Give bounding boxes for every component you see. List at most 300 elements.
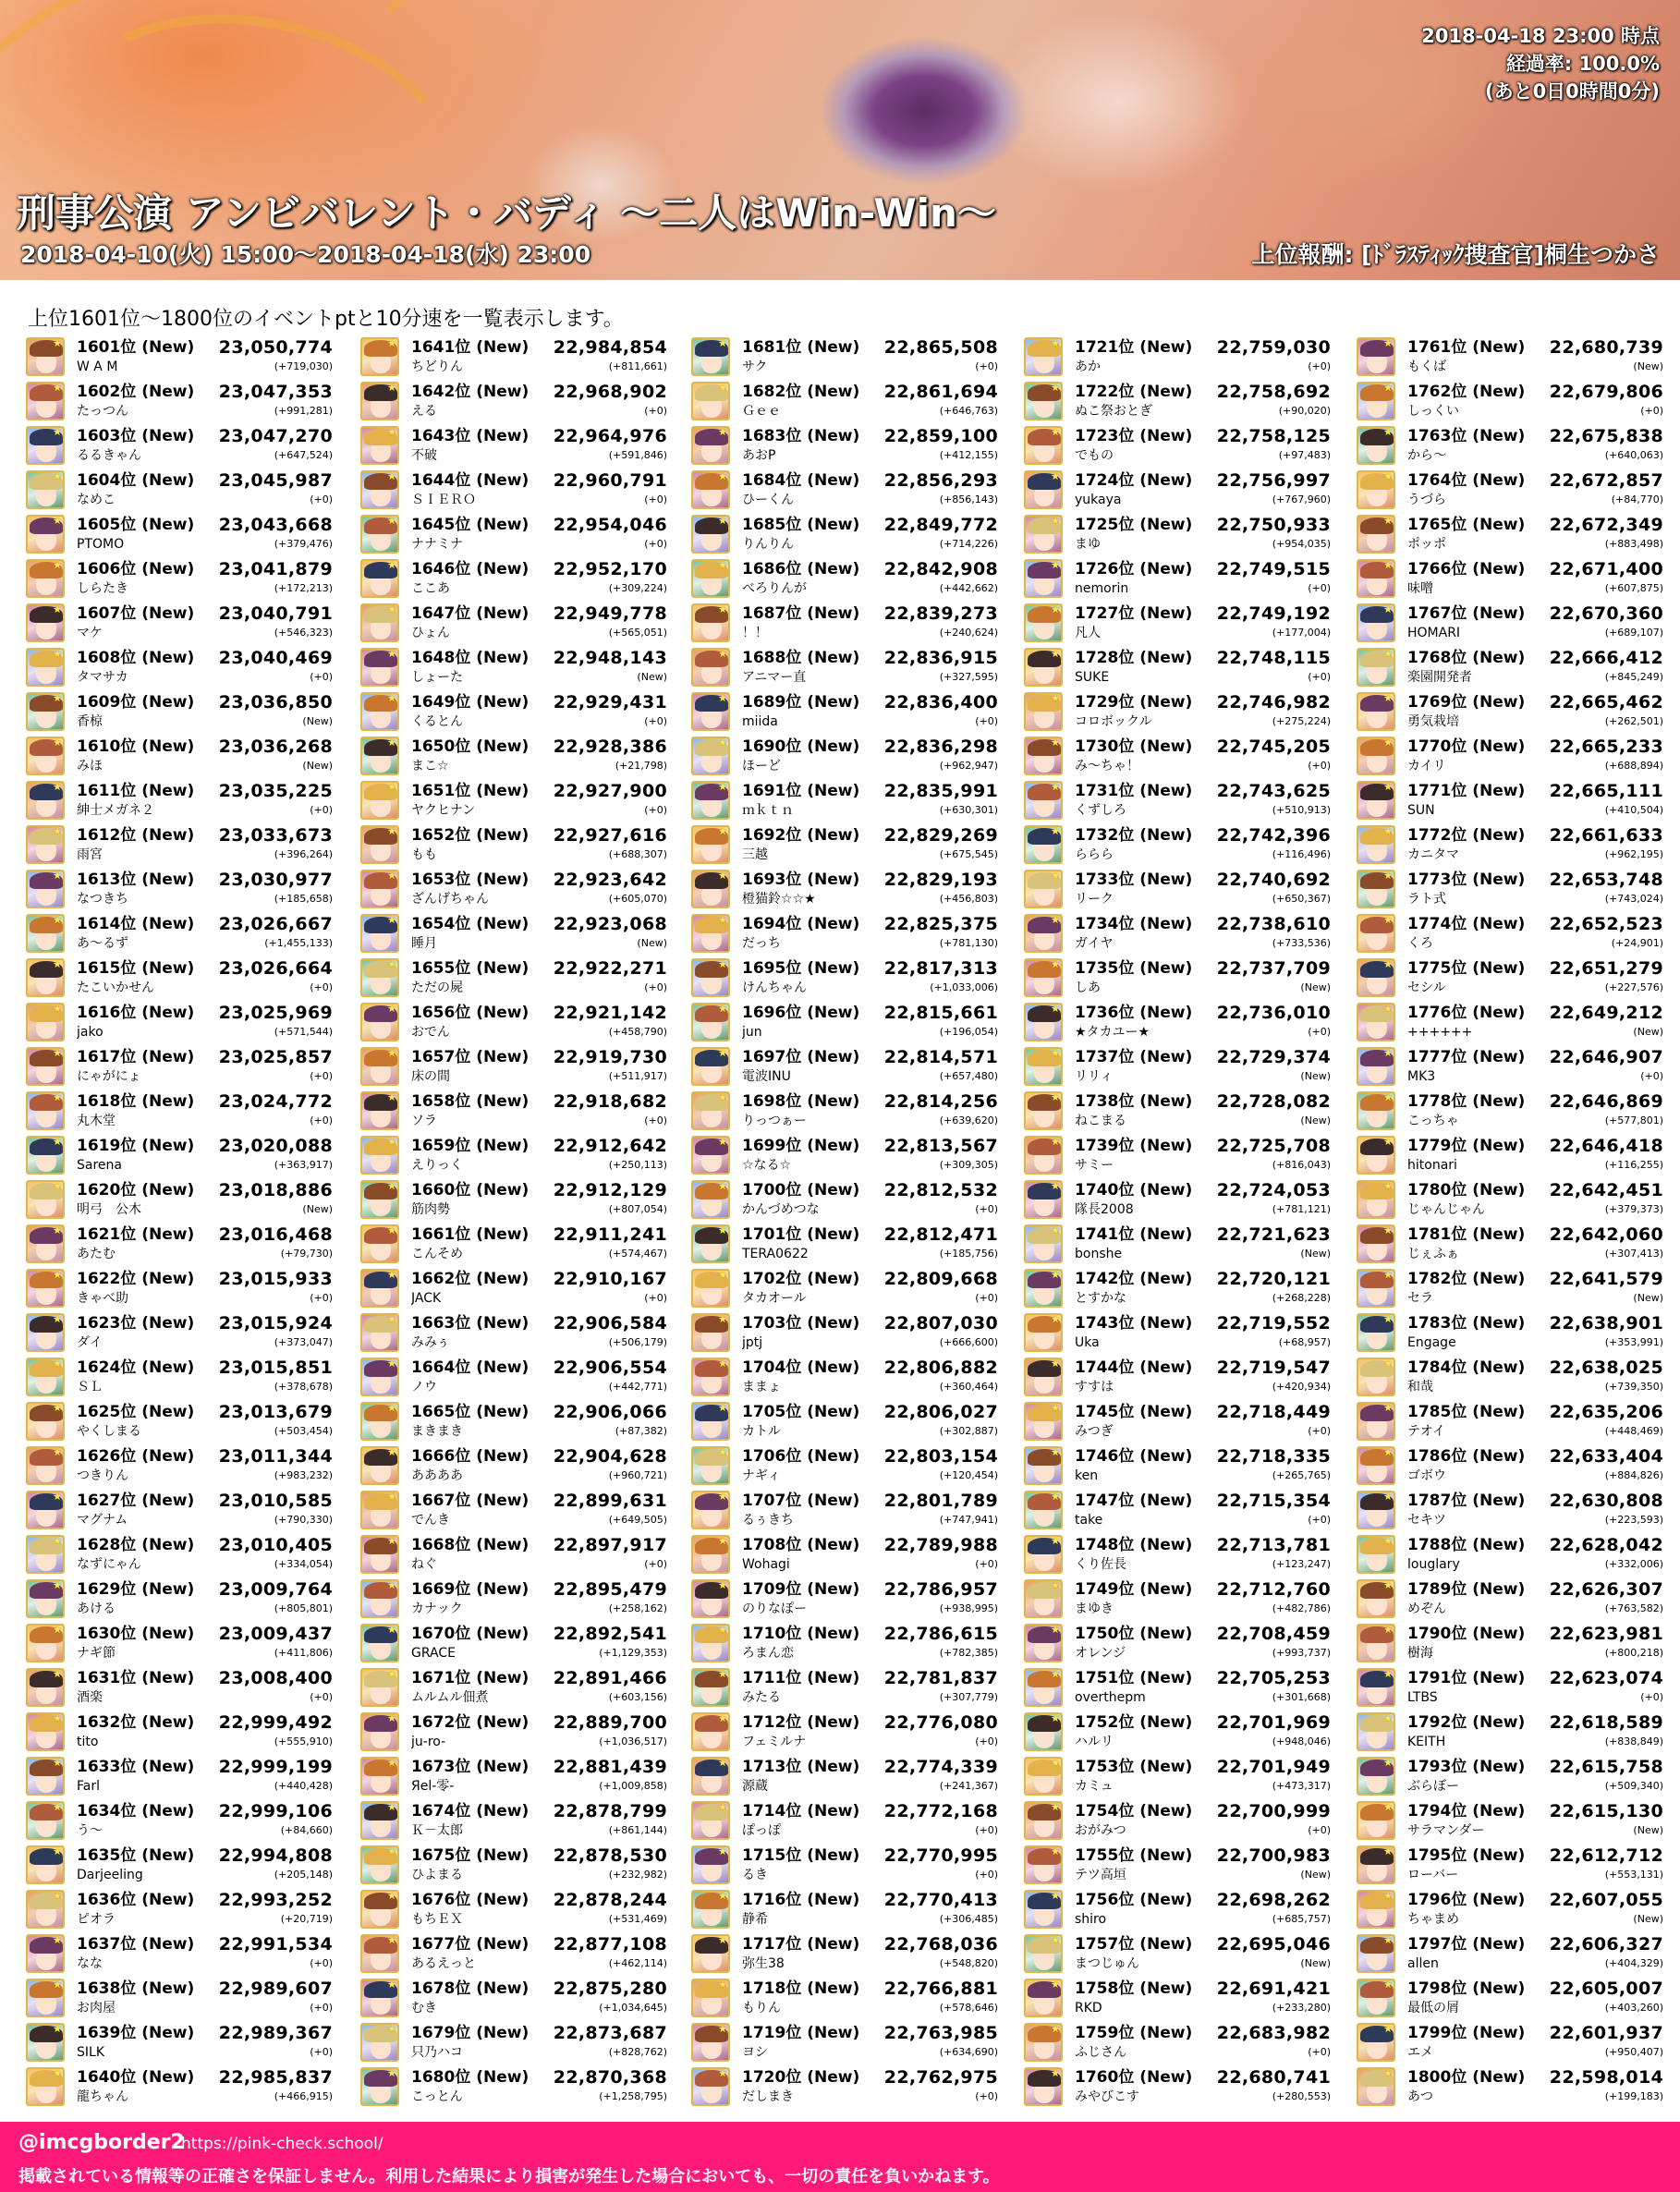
event-points: 22,825,375 — [883, 914, 998, 934]
idol-avatar-icon — [1357, 781, 1395, 820]
event-points: 22,626,307 — [1549, 1579, 1663, 1600]
producer-name: くり佐長 — [1075, 1557, 1126, 1572]
star-icon: ★ — [53, 515, 62, 527]
event-points: 23,009,437 — [218, 1624, 333, 1644]
idol-avatar-icon — [26, 1224, 65, 1263]
ten-minute-speed: (New) — [1300, 1869, 1331, 1881]
ranking-entry — [691, 379, 1005, 423]
ten-minute-speed: (+240,624) — [939, 627, 998, 639]
event-points: 22,615,758 — [1549, 1757, 1663, 1777]
idol-avatar-icon — [1024, 870, 1063, 908]
producer-name: 勇気栽培 — [1407, 714, 1459, 729]
star-icon: ★ — [1051, 1491, 1060, 1503]
event-points: 23,010,585 — [218, 1491, 333, 1511]
idol-avatar-icon — [691, 337, 730, 376]
ten-minute-speed: (+743,024) — [1604, 893, 1663, 905]
idol-avatar-icon — [1024, 648, 1063, 687]
ten-minute-speed: (+0) — [1308, 1824, 1331, 1836]
ten-minute-speed: (+1,033,006) — [930, 981, 998, 993]
rank-label: 1607位 (New) — [77, 604, 195, 623]
event-points: 22,652,523 — [1549, 914, 1663, 934]
producer-name: KEITH — [1407, 1735, 1446, 1749]
producer-name: ヨシ — [742, 2045, 768, 2060]
producer-name: カイリ — [1407, 759, 1446, 773]
event-points: 22,758,692 — [1216, 382, 1331, 402]
producer-name: カナック — [411, 1601, 463, 1616]
rank-label: 1700位 (New) — [742, 1181, 860, 1200]
star-icon: ★ — [718, 1491, 727, 1503]
footer-url[interactable]: https://pink-check.school/ — [181, 2135, 383, 2153]
rank-label: 1770位 (New) — [1407, 737, 1526, 756]
rank-label: 1627位 (New) — [77, 1492, 195, 1510]
producer-name: 樹海 — [1407, 1646, 1433, 1661]
star-icon: ★ — [53, 337, 62, 349]
ten-minute-speed: (+747,941) — [939, 1514, 998, 1526]
rank-label: 1751位 (New) — [1075, 1669, 1193, 1687]
ten-minute-speed: (+302,887) — [939, 1425, 998, 1437]
ten-minute-speed: (New) — [1300, 1248, 1331, 1260]
rank-label: 1625位 (New) — [77, 1403, 195, 1421]
ranking-entry — [26, 335, 340, 379]
event-points: 22,889,700 — [553, 1712, 667, 1733]
rank-label: 1624位 (New) — [77, 1358, 195, 1377]
star-icon: ★ — [53, 2067, 62, 2079]
event-points: 22,989,367 — [218, 2023, 333, 2043]
idol-avatar-icon — [1357, 470, 1395, 509]
star-icon: ★ — [1383, 1934, 1393, 1946]
ranking-entry — [1024, 1355, 1338, 1399]
ranking-entry — [1357, 1798, 1671, 1843]
rank-label: 1638位 (New) — [77, 1979, 195, 1998]
rank-label: 1611位 (New) — [77, 782, 195, 800]
producer-name: ざんげちゃん — [411, 892, 489, 907]
rank-label: 1603位 (New) — [77, 427, 195, 445]
ranking-entry — [691, 1044, 1005, 1089]
ten-minute-speed: (+0) — [644, 1114, 667, 1126]
idol-avatar-icon — [360, 1934, 399, 1973]
ranking-entry — [691, 911, 1005, 956]
event-points: 22,891,466 — [553, 1668, 667, 1688]
ranking-entry — [360, 1843, 675, 1887]
ranking-entry — [26, 1976, 340, 2020]
ranking-entry — [1357, 1443, 1671, 1488]
event-points: 22,750,933 — [1216, 515, 1331, 535]
producer-name: ぬこ祭おとぎ — [1075, 404, 1152, 419]
ranking-entry — [691, 778, 1005, 822]
ten-minute-speed: (+448,469) — [1604, 1425, 1663, 1437]
ranking-entry — [26, 1222, 340, 1266]
ten-minute-speed: (+993,737) — [1272, 1647, 1331, 1659]
idol-avatar-icon — [360, 1402, 399, 1441]
ten-minute-speed: (+0) — [310, 2002, 333, 2014]
event-points: 22,809,668 — [883, 1269, 998, 1289]
star-icon: ★ — [53, 1712, 62, 1724]
rank-label: 1697位 (New) — [742, 1048, 860, 1066]
producer-name: SUN — [1407, 803, 1435, 818]
ten-minute-speed: (+275,224) — [1272, 715, 1331, 727]
star-icon: ★ — [1051, 1579, 1060, 1591]
producer-name: ＳＩＥＲＯ — [411, 493, 476, 507]
event-points: 22,729,374 — [1216, 1047, 1331, 1067]
ten-minute-speed: (+87,382) — [615, 1425, 667, 1437]
footer-disclaimer: 掲載されている情報等の正確さを保証しません。利用した結果により損害が発生した場合においても、一切の責任を負いかねます。 — [18, 2167, 1000, 2186]
ranking-entry — [26, 423, 340, 468]
star-icon: ★ — [53, 1136, 62, 1148]
footer-account[interactable]: @imcgborder2 — [18, 2131, 185, 2154]
star-icon: ★ — [718, 1269, 727, 1281]
star-icon: ★ — [53, 2023, 62, 2035]
ranking-entry — [691, 1310, 1005, 1355]
event-points: 22,895,479 — [553, 1579, 667, 1600]
producer-name: セキツ — [1407, 1513, 1446, 1528]
idol-avatar-icon — [1357, 559, 1395, 598]
rank-label: 1734位 (New) — [1075, 915, 1193, 933]
ten-minute-speed: (+0) — [310, 1114, 333, 1126]
rank-label: 1674位 (New) — [411, 1802, 530, 1821]
producer-name: 弥生38 — [742, 1956, 785, 1971]
producer-name: まこ☆ — [411, 759, 449, 773]
producer-name: ゴボウ — [1407, 1468, 1446, 1483]
idol-avatar-icon — [360, 1890, 399, 1929]
ten-minute-speed: (+675,545) — [939, 848, 998, 860]
star-icon: ★ — [1383, 1712, 1393, 1724]
producer-name: jako — [77, 1025, 103, 1040]
rank-label: 1613位 (New) — [77, 871, 195, 889]
event-points: 22,817,313 — [883, 958, 998, 979]
star-icon: ★ — [1051, 870, 1060, 882]
ranking-entry — [1024, 645, 1338, 689]
idol-avatar-icon — [360, 1313, 399, 1352]
ten-minute-speed: (+565,051) — [608, 627, 667, 639]
rank-label: 1633位 (New) — [77, 1758, 195, 1776]
ten-minute-speed: (+0) — [644, 981, 667, 993]
ten-minute-speed: (+199,183) — [1604, 2090, 1663, 2102]
ranking-entry — [26, 822, 340, 867]
star-icon: ★ — [387, 692, 396, 704]
rank-label: 1717位 (New) — [742, 1935, 860, 1954]
rank-label: 1629位 (New) — [77, 1580, 195, 1599]
star-icon: ★ — [718, 914, 727, 926]
star-icon: ★ — [53, 914, 62, 926]
star-icon: ★ — [53, 1313, 62, 1325]
idol-avatar-icon — [360, 470, 399, 509]
star-icon: ★ — [1383, 2067, 1393, 2079]
event-points: 22,653,748 — [1549, 870, 1663, 890]
ranking-entry — [1357, 1133, 1671, 1177]
idol-avatar-icon — [691, 1402, 730, 1441]
idol-avatar-icon — [691, 692, 730, 731]
producer-name: セラ — [1407, 1291, 1433, 1306]
idol-avatar-icon — [1024, 1535, 1063, 1574]
producer-name: JACK — [411, 1291, 442, 1306]
ten-minute-speed: (New) — [302, 760, 333, 772]
rank-label: 1654位 (New) — [411, 915, 530, 933]
star-icon: ★ — [1383, 1136, 1393, 1148]
rank-label: 1636位 (New) — [77, 1891, 195, 1909]
ranking-entry — [1024, 778, 1338, 822]
idol-avatar-icon — [360, 1224, 399, 1263]
ranking-entry — [1357, 556, 1671, 601]
event-points: 23,036,268 — [218, 737, 333, 757]
event-points: 22,612,712 — [1549, 1845, 1663, 1866]
ranking-entry — [26, 1577, 340, 1621]
ten-minute-speed: (+0) — [1308, 1425, 1331, 1437]
rank-label: 1632位 (New) — [77, 1713, 195, 1732]
producer-name: ☆なる☆ — [742, 1158, 792, 1173]
ten-minute-speed: (+0) — [644, 1292, 667, 1304]
ranking-entry — [1024, 1798, 1338, 1843]
producer-name: ねこまる — [1075, 1114, 1126, 1128]
star-icon: ★ — [53, 1757, 62, 1769]
event-points: 22,875,280 — [553, 1979, 667, 1999]
idol-avatar-icon — [691, 1801, 730, 1840]
rank-label: 1618位 (New) — [77, 1092, 195, 1111]
ten-minute-speed: (+0) — [644, 715, 667, 727]
producer-name: くろ — [1407, 936, 1433, 951]
idol-avatar-icon — [1357, 337, 1395, 376]
event-points: 22,695,046 — [1216, 1934, 1331, 1955]
idol-avatar-icon — [1357, 1712, 1395, 1751]
star-icon: ★ — [387, 2067, 396, 2079]
star-icon: ★ — [53, 1003, 62, 1015]
ten-minute-speed: (+531,469) — [608, 1913, 667, 1925]
ranking-entry — [1024, 1488, 1338, 1532]
producer-name: オレンジ — [1075, 1646, 1126, 1661]
event-points: 22,948,143 — [553, 648, 667, 668]
idol-avatar-icon — [1024, 692, 1063, 731]
ranking-entry — [691, 1177, 1005, 1222]
ten-minute-speed: (+373,047) — [274, 1336, 333, 1348]
star-icon: ★ — [1051, 1224, 1060, 1236]
star-icon: ★ — [387, 1269, 396, 1281]
event-points: 22,641,579 — [1549, 1269, 1663, 1289]
event-points: 23,047,270 — [218, 426, 333, 446]
ranking-entry — [26, 1089, 340, 1133]
ranking-entry — [1024, 956, 1338, 1000]
star-icon: ★ — [387, 1491, 396, 1503]
ten-minute-speed: (+1,009,858) — [599, 1780, 667, 1792]
rank-label: 1620位 (New) — [77, 1181, 195, 1200]
ten-minute-speed: (+0) — [310, 804, 333, 816]
event-points: 22,721,623 — [1216, 1224, 1331, 1245]
idol-avatar-icon — [691, 1091, 730, 1130]
event-points: 22,743,625 — [1216, 781, 1331, 801]
rank-label: 1650位 (New) — [411, 737, 530, 756]
event-points: 22,870,368 — [553, 2067, 667, 2088]
ranking-entry — [691, 601, 1005, 645]
star-icon: ★ — [1051, 1934, 1060, 1946]
rank-label: 1619位 (New) — [77, 1137, 195, 1155]
producer-name: tito — [77, 1735, 99, 1749]
star-icon: ★ — [387, 1979, 396, 1991]
idol-avatar-icon — [1024, 1934, 1063, 1973]
ten-minute-speed: (+719,030) — [274, 360, 333, 372]
idol-avatar-icon — [1357, 1845, 1395, 1884]
star-icon: ★ — [53, 1224, 62, 1236]
ten-minute-speed: (+607,875) — [1604, 582, 1663, 594]
ranking-entry — [26, 1443, 340, 1488]
star-icon: ★ — [387, 870, 396, 882]
event-points: 22,815,661 — [883, 1003, 998, 1023]
ranking-entry — [1357, 512, 1671, 556]
idol-avatar-icon — [691, 2023, 730, 2062]
star-icon: ★ — [1383, 1047, 1393, 1059]
ten-minute-speed: (+360,464) — [939, 1381, 998, 1393]
idol-avatar-icon — [26, 1358, 65, 1396]
event-points: 22,670,360 — [1549, 603, 1663, 624]
ranking-entry — [1024, 1665, 1338, 1710]
idol-avatar-icon — [26, 1890, 65, 1929]
producer-name: フェミルナ — [742, 1735, 807, 1749]
idol-avatar-icon — [691, 1712, 730, 1751]
idol-avatar-icon — [1024, 1845, 1063, 1884]
star-icon: ★ — [1051, 1402, 1060, 1414]
rank-label: 1621位 (New) — [77, 1225, 195, 1244]
idol-avatar-icon — [26, 1313, 65, 1352]
ranking-entry — [1357, 911, 1671, 956]
star-icon: ★ — [718, 1757, 727, 1769]
star-icon: ★ — [718, 1047, 727, 1059]
idol-avatar-icon — [26, 1668, 65, 1707]
star-icon: ★ — [1051, 914, 1060, 926]
ranking-entry — [691, 1443, 1005, 1488]
event-points: 22,814,571 — [883, 1047, 998, 1067]
idol-avatar-icon — [1357, 1579, 1395, 1618]
star-icon: ★ — [1383, 426, 1393, 438]
ranking-entry — [1357, 689, 1671, 734]
producer-name: テツ高垣 — [1075, 1868, 1126, 1882]
event-points: 22,949,778 — [553, 603, 667, 624]
rank-label: 1723位 (New) — [1075, 427, 1193, 445]
event-points: 22,671,400 — [1549, 559, 1663, 579]
producer-name: ガイヤ — [1075, 936, 1114, 951]
event-points: 22,691,421 — [1216, 1979, 1331, 1999]
star-icon: ★ — [1383, 737, 1393, 749]
producer-name: にゃがにょ — [77, 1069, 141, 1084]
star-icon: ★ — [1383, 692, 1393, 704]
rank-label: 1748位 (New) — [1075, 1536, 1193, 1554]
event-points: 22,672,857 — [1549, 470, 1663, 491]
event-points: 22,679,806 — [1549, 382, 1663, 402]
rank-label: 1681位 (New) — [742, 338, 860, 357]
ten-minute-speed: (+0) — [644, 538, 667, 550]
ranking-entry — [691, 822, 1005, 867]
ranking-entry — [1357, 734, 1671, 778]
rank-label: 1778位 (New) — [1407, 1092, 1526, 1111]
rank-label: 1764位 (New) — [1407, 471, 1526, 490]
producer-name: overthepm — [1075, 1690, 1146, 1705]
ranking-list — [0, 335, 1680, 2109]
ranking-entry — [1357, 1399, 1671, 1443]
producer-name: かんづめつな — [742, 1202, 820, 1217]
producer-name: エメ — [1407, 2045, 1433, 2060]
footer-bar — [0, 2122, 1680, 2192]
rank-label: 1713位 (New) — [742, 1758, 860, 1776]
star-icon: ★ — [387, 1890, 396, 1902]
idol-avatar-icon — [1024, 337, 1063, 376]
star-icon: ★ — [1051, 737, 1060, 749]
producer-name: お肉屋 — [77, 2001, 116, 2015]
ranking-entry — [1024, 1266, 1338, 1310]
idol-avatar-icon — [1024, 2067, 1063, 2106]
ranking-entry — [691, 423, 1005, 468]
star-icon: ★ — [718, 1313, 727, 1325]
idol-avatar-icon — [691, 1579, 730, 1618]
rank-label: 1602位 (New) — [77, 383, 195, 401]
idol-avatar-icon — [26, 1934, 65, 1973]
star-icon: ★ — [718, 1668, 727, 1680]
ten-minute-speed: (+666,600) — [939, 1336, 998, 1348]
rank-label: 1647位 (New) — [411, 604, 530, 623]
ten-minute-speed: (+646,763) — [939, 405, 998, 417]
star-icon: ★ — [718, 470, 727, 482]
producer-name: でもの — [1075, 448, 1114, 463]
event-points: 23,026,667 — [218, 914, 333, 934]
producer-name: ただの屍 — [411, 980, 463, 995]
producer-name: なめこ — [77, 493, 116, 507]
ten-minute-speed: (+442,771) — [608, 1381, 667, 1393]
ranking-entry — [26, 1488, 340, 1532]
event-points: 22,745,205 — [1216, 737, 1331, 757]
ranking-entry — [1024, 734, 1338, 778]
rank-label: 1614位 (New) — [77, 915, 195, 933]
ten-minute-speed: (+962,947) — [939, 760, 998, 772]
event-points: 22,985,837 — [218, 2067, 333, 2088]
star-icon: ★ — [53, 1845, 62, 1857]
idol-avatar-icon — [360, 1979, 399, 2017]
ten-minute-speed: (+828,762) — [608, 2046, 667, 2058]
producer-name: まつじゅん — [1075, 1956, 1139, 1971]
event-points: 22,929,431 — [553, 692, 667, 712]
producer-name: 只乃ハコ — [411, 2045, 463, 2060]
ten-minute-speed: (+307,413) — [1604, 1248, 1663, 1260]
star-icon: ★ — [387, 1180, 396, 1192]
rank-label: 1703位 (New) — [742, 1314, 860, 1333]
rank-label: 1745位 (New) — [1075, 1403, 1193, 1421]
ranking-entry — [1024, 1133, 1338, 1177]
ranking-entry — [360, 1577, 675, 1621]
ten-minute-speed: (+309,305) — [939, 1159, 998, 1171]
idol-avatar-icon — [1024, 1402, 1063, 1441]
event-points: 22,856,293 — [883, 470, 998, 491]
ten-minute-speed: (+0) — [975, 1203, 998, 1215]
star-icon: ★ — [718, 1934, 727, 1946]
star-icon: ★ — [718, 1446, 727, 1458]
ranking-entry — [1024, 1399, 1338, 1443]
ranking-entry — [691, 1976, 1005, 2020]
idol-avatar-icon — [360, 382, 399, 420]
producer-name: 和哉 — [1407, 1380, 1433, 1394]
ten-minute-speed: (+116,255) — [1604, 1159, 1663, 1171]
star-icon: ★ — [1383, 559, 1393, 571]
idol-avatar-icon — [26, 559, 65, 598]
idol-avatar-icon — [360, 2067, 399, 2106]
rank-label: 1601位 (New) — [77, 338, 195, 357]
ranking-entry — [1357, 1044, 1671, 1089]
ranking-entry — [1357, 1577, 1671, 1621]
event-points: 22,770,995 — [883, 1845, 998, 1866]
rank-label: 1784位 (New) — [1407, 1358, 1526, 1377]
star-icon: ★ — [1383, 1269, 1393, 1281]
star-icon: ★ — [1383, 1003, 1393, 1015]
event-points: 23,040,469 — [218, 648, 333, 668]
producer-name: あるえっと — [411, 1956, 476, 1971]
ten-minute-speed: (+233,280) — [1272, 2002, 1331, 2014]
ranking-entry — [360, 689, 675, 734]
ten-minute-speed: (+574,467) — [608, 1248, 667, 1260]
event-points: 22,999,106 — [218, 1801, 333, 1821]
rank-label: 1643位 (New) — [411, 427, 530, 445]
